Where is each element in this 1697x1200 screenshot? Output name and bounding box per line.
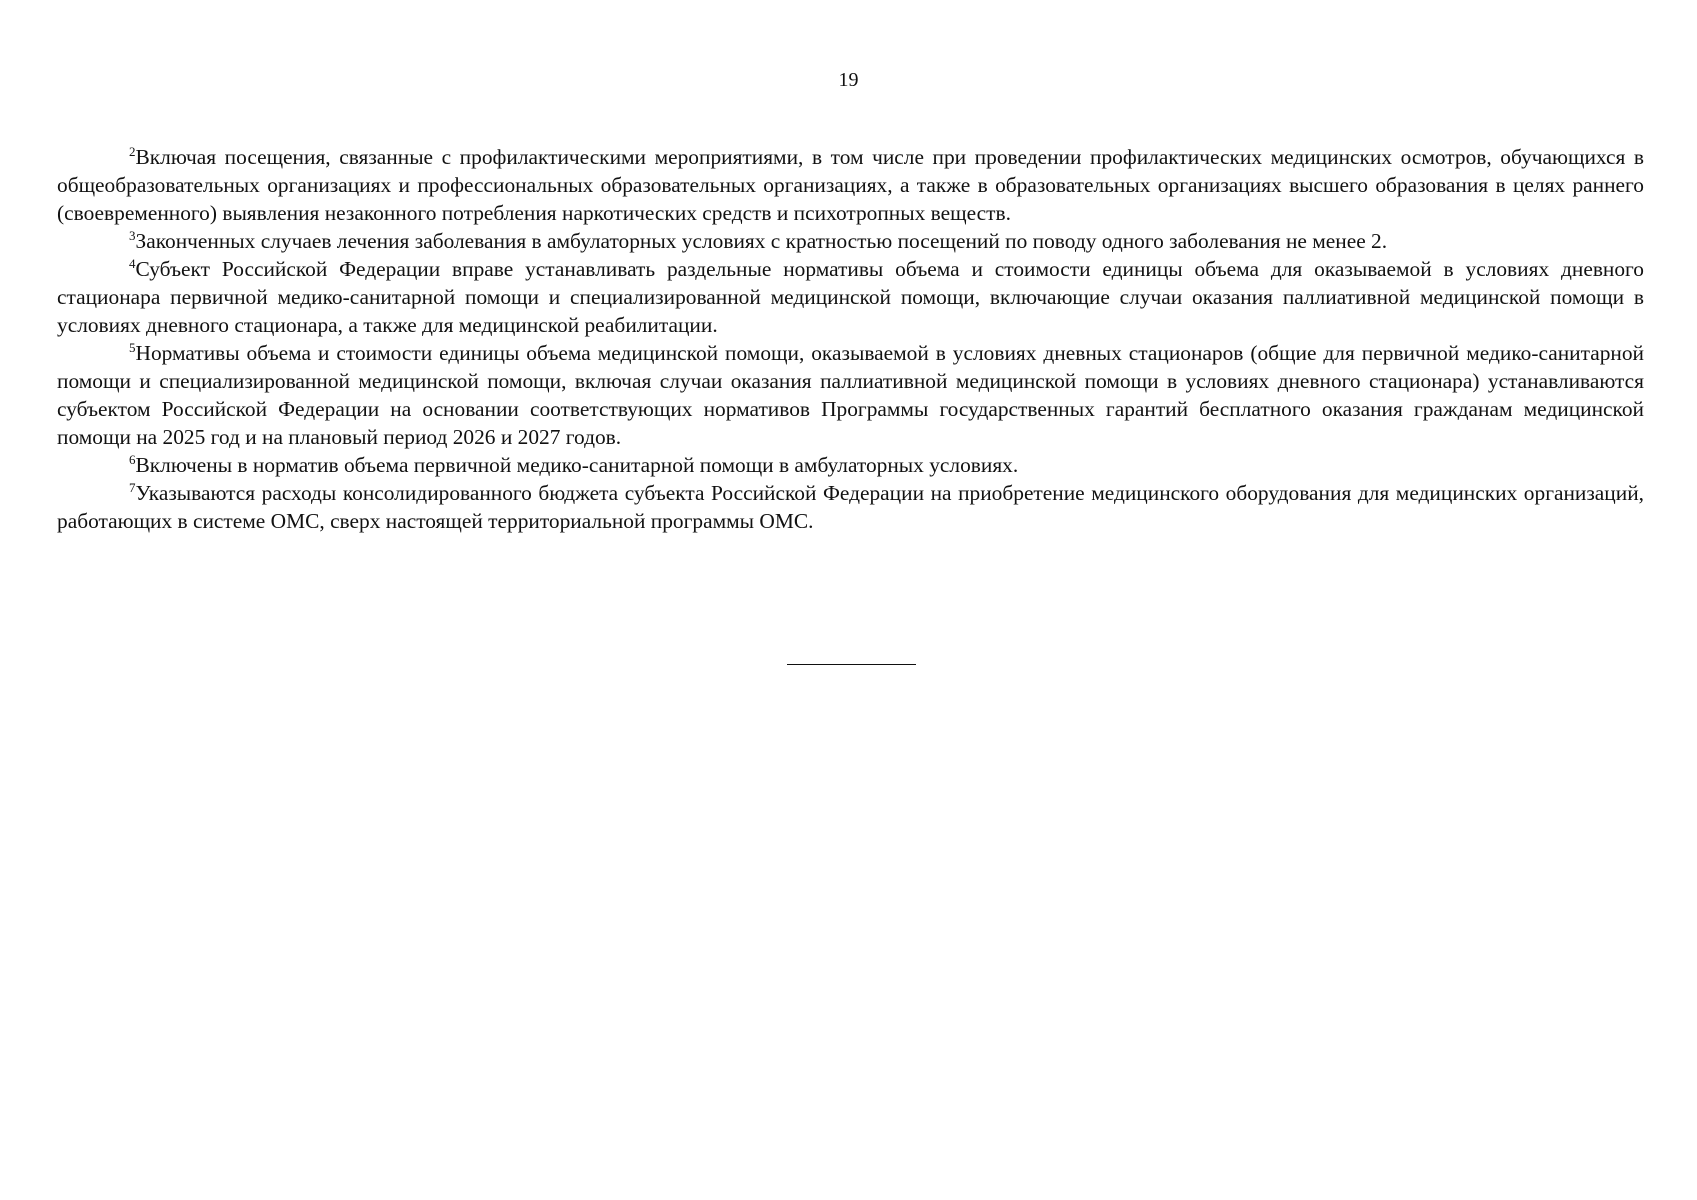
footnote-marker: 6 xyxy=(129,452,136,467)
footnote-4 xyxy=(57,255,1644,339)
footnote-marker: 5 xyxy=(129,340,136,355)
footnote-5 xyxy=(57,339,1644,451)
end-of-document-rule xyxy=(787,664,916,665)
footnote-3 xyxy=(57,227,1644,255)
page-number: 19 xyxy=(838,69,859,91)
footnote-marker: 7 xyxy=(129,480,136,495)
footnote-marker: 2 xyxy=(129,144,136,159)
footnotes-section xyxy=(57,143,1644,535)
footnote-text: Нормативы объема и стоимости единицы объема медицинской помощи, оказываемой в условиях дневных стационаров (общие для первичной медико-санитарной помощи и специализированной медицинской помощи, включая случаи оказания паллиативной медицинской помощи в условиях дневного стационара) устанавливаются субъектом Российской Федерации на основании соответствующих нормативов Программы государственных гарантий бесплатного оказания гражданам медицинской помощи на 2025 год и на плановый период 2026 и 2027 годов. xyxy=(57,341,1644,449)
footnote-marker: 4 xyxy=(129,256,136,271)
footnote-text: Субъект Российской Федерации вправе устанавливать раздельные нормативы объема и стоимости единицы объема для оказываемой в условиях дневного стационара первичной медико-санитарной помощи и специализированной медицинской помощи, включающие случаи оказания паллиативной медицинской помощи в условиях дневного стационара, а также для медицинской реабилитации. xyxy=(57,257,1644,337)
footnote-marker: 3 xyxy=(129,228,136,243)
footnote-text: Включены в норматив объема первичной медико-санитарной помощи в амбулаторных условиях. xyxy=(135,453,1019,477)
footnote-7 xyxy=(57,479,1644,535)
footnote-6 xyxy=(57,451,1644,479)
footnote-text: Указываются расходы консолидированного бюджета субъекта Российской Федерации на приобретение медицинского оборудования для медицинских организаций, работающих в системе ОМС, сверх настоящей территориальной программы ОМС. xyxy=(57,481,1644,533)
footnote-text: Законченных случаев лечения заболевания в амбулаторных условиях с кратностью посещений по поводу одного заболевания не менее 2. xyxy=(135,229,1388,253)
footnote-2 xyxy=(57,143,1644,227)
footnote-text: Включая посещения, связанные с профилактическими мероприятиями, в том числе при проведении профилактических медицинских осмотров, обучающихся в общеобразовательных организациях и профессиональных образовательных организациях, а также в образовательных организациях высшего образования в целях раннего (своевременного) выявления незаконного потребления наркотических средств и психотропных веществ. xyxy=(57,145,1644,225)
